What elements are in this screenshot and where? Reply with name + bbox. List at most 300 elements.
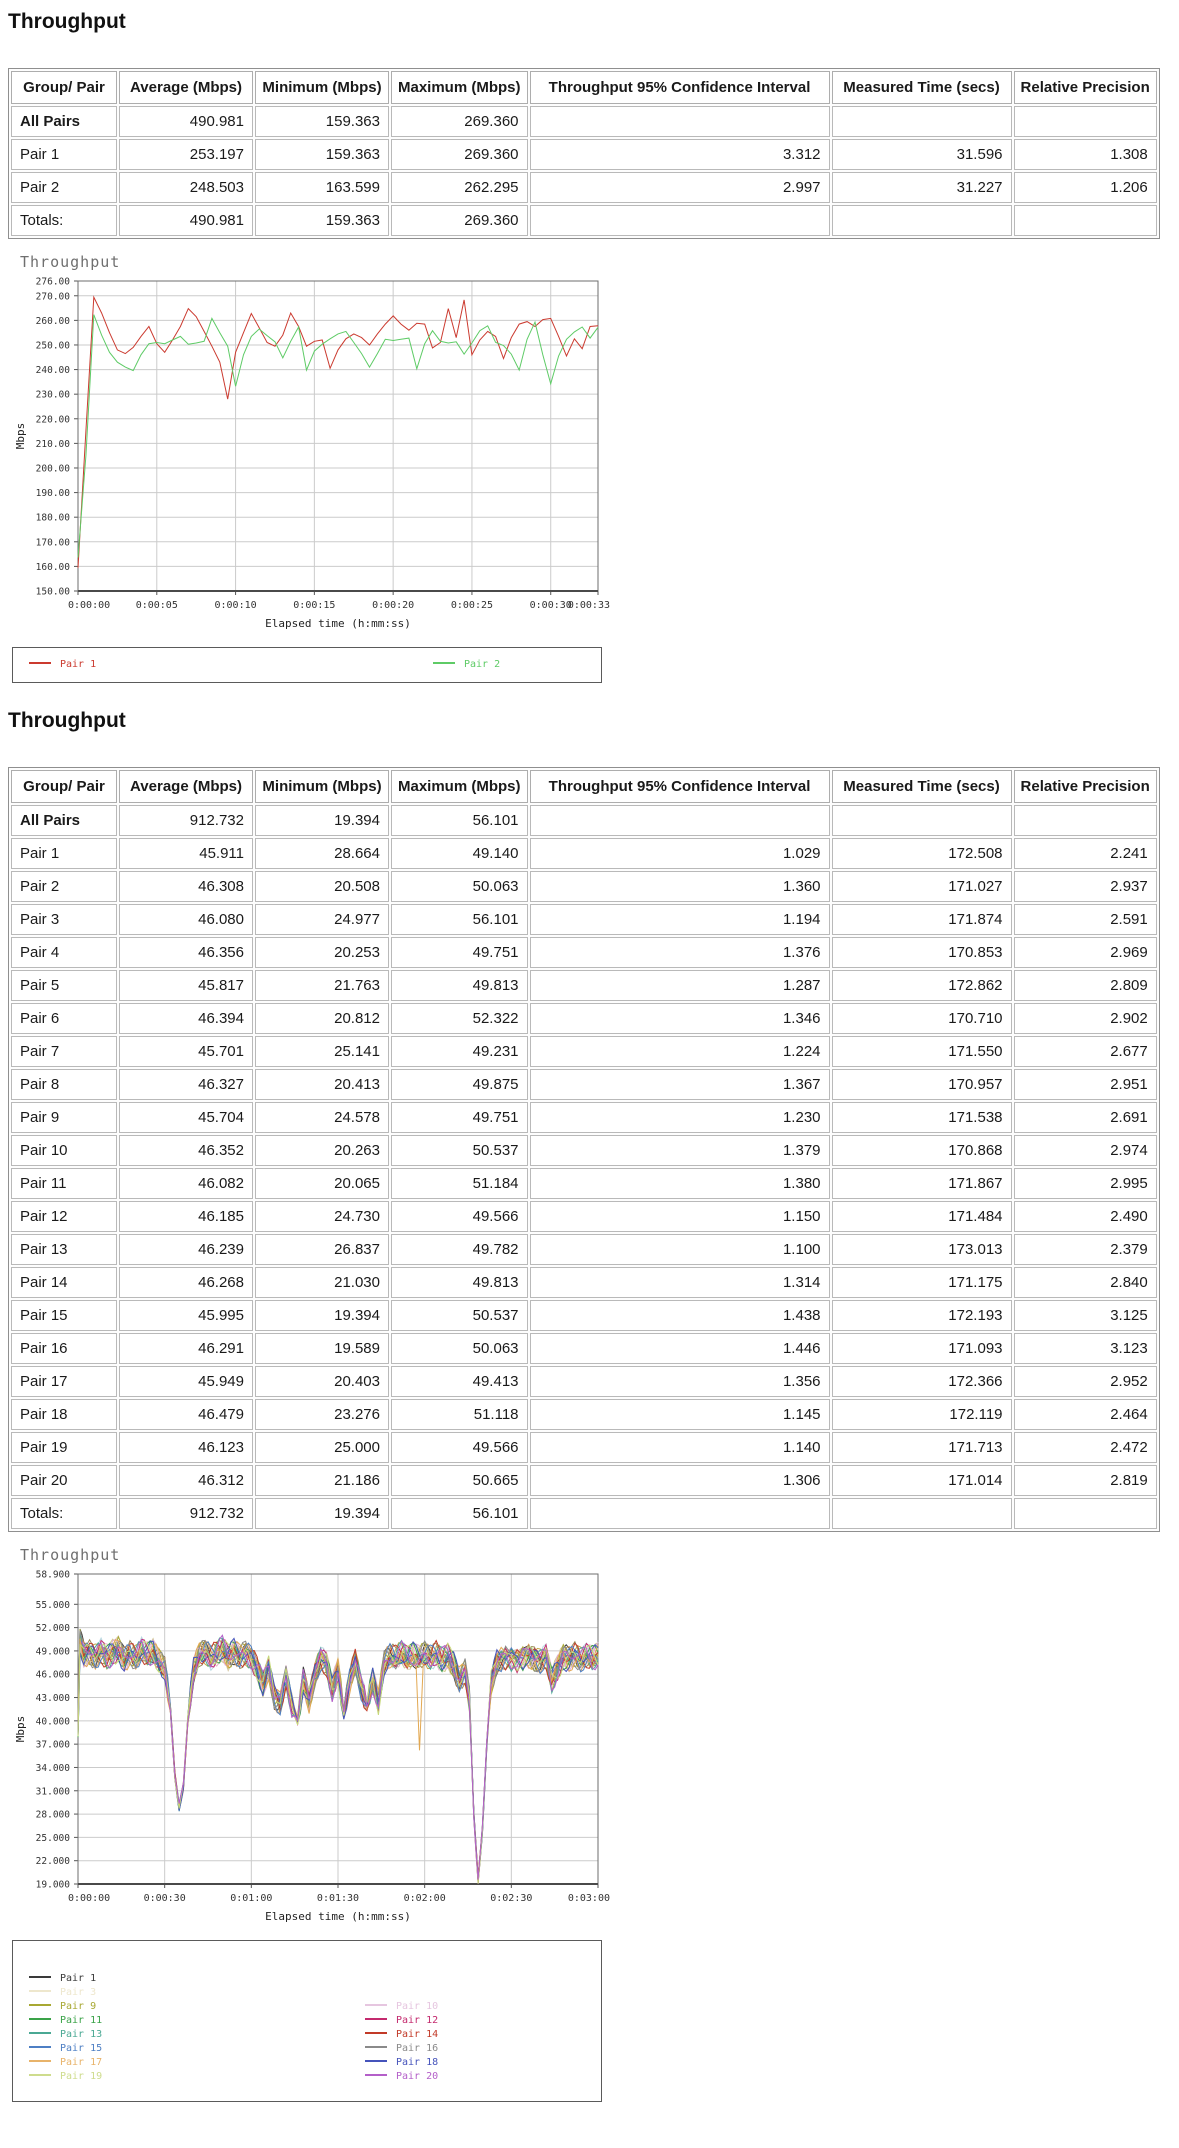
value-cell: 912.732 xyxy=(119,1498,253,1529)
legend-entry-pair-19: Pair 19 xyxy=(29,2071,102,2083)
value-cell: 1.360 xyxy=(530,871,830,902)
column-header: Group/ Pair xyxy=(11,71,117,104)
value-cell: 159.363 xyxy=(255,106,389,137)
svg-text:276.00: 276.00 xyxy=(35,276,70,288)
value-cell: 46.312 xyxy=(119,1465,253,1496)
value-cell: 1.306 xyxy=(530,1465,830,1496)
value-cell: 2.840 xyxy=(1014,1267,1157,1298)
chart-plot-area xyxy=(12,1566,612,1926)
row-label-cell: Pair 2 xyxy=(11,172,117,203)
value-cell: 1.346 xyxy=(530,1003,830,1034)
value-cell: 46.185 xyxy=(119,1201,253,1232)
row-label-cell: Pair 9 xyxy=(11,1102,117,1133)
value-cell: 50.537 xyxy=(391,1135,528,1166)
value-cell: 49.566 xyxy=(391,1432,528,1463)
column-header: Minimum (Mbps) xyxy=(255,71,389,104)
value-cell: 46.356 xyxy=(119,937,253,968)
column-header: Relative Precision xyxy=(1014,770,1157,803)
chart-legend xyxy=(12,1940,602,2102)
svg-text:0:00:25: 0:00:25 xyxy=(450,600,494,611)
value-cell: 49.231 xyxy=(391,1036,528,1067)
row-label-cell: Pair 13 xyxy=(11,1234,117,1265)
legend-entry-pair-1: Pair 1 xyxy=(29,1973,96,1985)
row-label-cell: Pair 2 xyxy=(11,871,117,902)
legend-entry-pair-10: Pair 10 xyxy=(365,2001,438,2013)
row-label-cell: Pair 19 xyxy=(11,1432,117,1463)
value-cell: 2.995 xyxy=(1014,1168,1157,1199)
svg-text:40.000: 40.000 xyxy=(35,1716,70,1728)
svg-text:240.00: 240.00 xyxy=(35,365,70,377)
svg-text:0:00:15: 0:00:15 xyxy=(293,600,336,611)
value-cell: 2.809 xyxy=(1014,970,1157,1001)
table-row xyxy=(11,1399,1157,1430)
svg-text:200.00: 200.00 xyxy=(35,463,70,475)
value-cell: 1.145 xyxy=(530,1399,830,1430)
value-cell: 2.819 xyxy=(1014,1465,1157,1496)
value-cell: 21.763 xyxy=(255,970,389,1001)
legend-entry-pair-16: Pair 16 xyxy=(365,2043,438,2055)
value-cell xyxy=(530,1498,830,1529)
legend-entry-pair-18: Pair 18 xyxy=(365,2057,438,2069)
svg-text:0:00:05: 0:00:05 xyxy=(135,600,178,611)
row-label-cell: Pair 11 xyxy=(11,1168,117,1199)
value-cell: 3.123 xyxy=(1014,1333,1157,1364)
value-cell: 45.995 xyxy=(119,1300,253,1331)
value-cell: 171.484 xyxy=(832,1201,1012,1232)
value-cell: 20.403 xyxy=(255,1366,389,1397)
value-cell: 172.862 xyxy=(832,970,1012,1001)
value-cell xyxy=(832,106,1012,137)
table-row xyxy=(11,1465,1157,1496)
svg-text:28.000: 28.000 xyxy=(35,1809,70,1821)
value-cell: 163.599 xyxy=(255,172,389,203)
value-cell: 45.817 xyxy=(119,970,253,1001)
value-cell: 172.366 xyxy=(832,1366,1012,1397)
chart-legend xyxy=(12,647,602,683)
value-cell: 171.867 xyxy=(832,1168,1012,1199)
value-cell: 19.394 xyxy=(255,805,389,836)
row-label-cell: Pair 7 xyxy=(11,1036,117,1067)
row-label-cell: Pair 1 xyxy=(11,838,117,869)
value-cell: 2.969 xyxy=(1014,937,1157,968)
value-cell: 490.981 xyxy=(119,205,253,236)
value-cell: 56.101 xyxy=(391,805,528,836)
value-cell: 2.472 xyxy=(1014,1432,1157,1463)
svg-text:260.00: 260.00 xyxy=(35,315,70,327)
value-cell: 1.224 xyxy=(530,1036,830,1067)
value-cell: 171.874 xyxy=(832,904,1012,935)
table-row xyxy=(11,904,1157,935)
value-cell: 2.951 xyxy=(1014,1069,1157,1100)
chart-title: Throughput xyxy=(20,253,121,271)
column-header: Relative Precision xyxy=(1014,71,1157,104)
row-label-cell: Pair 3 xyxy=(11,904,117,935)
row-label-cell: All Pairs xyxy=(11,805,117,836)
legend-entry-pair-15: Pair 15 xyxy=(29,2043,102,2055)
column-header: Average (Mbps) xyxy=(119,770,253,803)
value-cell xyxy=(1014,1498,1157,1529)
legend-entry-pair-1: Pair 1 xyxy=(29,659,96,671)
value-cell: 3.125 xyxy=(1014,1300,1157,1331)
value-cell: 49.782 xyxy=(391,1234,528,1265)
row-label-cell: Pair 5 xyxy=(11,970,117,1001)
value-cell: 46.479 xyxy=(119,1399,253,1430)
value-cell: 159.363 xyxy=(255,139,389,170)
value-cell: 1.287 xyxy=(530,970,830,1001)
value-cell xyxy=(530,106,830,137)
value-cell: 1.376 xyxy=(530,937,830,968)
throughput-summary-table-1 xyxy=(8,68,1160,239)
value-cell: 1.438 xyxy=(530,1300,830,1331)
value-cell: 24.730 xyxy=(255,1201,389,1232)
value-cell: 19.589 xyxy=(255,1333,389,1364)
svg-text:0:00:20: 0:00:20 xyxy=(372,600,415,611)
legend-line-sample xyxy=(29,2018,51,2020)
value-cell: 46.239 xyxy=(119,1234,253,1265)
table-row xyxy=(11,1168,1157,1199)
value-cell: 31.596 xyxy=(832,139,1012,170)
legend-entry-pair-17: Pair 17 xyxy=(29,2057,102,2069)
value-cell: 52.322 xyxy=(391,1003,528,1034)
table-row xyxy=(11,1333,1157,1364)
svg-text:0:00:10: 0:00:10 xyxy=(214,600,257,611)
value-cell: 24.578 xyxy=(255,1102,389,1133)
value-cell xyxy=(832,205,1012,236)
row-label-cell: Pair 20 xyxy=(11,1465,117,1496)
table-row xyxy=(11,1267,1157,1298)
value-cell: 3.312 xyxy=(530,139,830,170)
value-cell: 49.875 xyxy=(391,1069,528,1100)
legend-entry-pair-2: Pair 2 xyxy=(433,659,500,671)
row-label-cell: Totals: xyxy=(11,1498,117,1529)
legend-entry-pair-20: Pair 20 xyxy=(365,2071,438,2083)
legend-line-sample xyxy=(29,2074,51,2076)
value-cell: 20.263 xyxy=(255,1135,389,1166)
legend-line-sample xyxy=(365,2046,387,2048)
value-cell: 170.853 xyxy=(832,937,1012,968)
table-row xyxy=(11,1432,1157,1463)
table-row xyxy=(11,1498,1157,1529)
legend-line-sample xyxy=(365,2004,387,2006)
table-row xyxy=(11,1003,1157,1034)
value-cell: 2.241 xyxy=(1014,838,1157,869)
svg-text:0:00:33: 0:00:33 xyxy=(567,600,610,611)
value-cell: 26.837 xyxy=(255,1234,389,1265)
value-cell: 19.394 xyxy=(255,1498,389,1529)
svg-text:0:02:30: 0:02:30 xyxy=(490,1893,533,1904)
value-cell: 20.065 xyxy=(255,1168,389,1199)
svg-text:22.000: 22.000 xyxy=(35,1856,70,1868)
value-cell: 2.952 xyxy=(1014,1366,1157,1397)
legend-entry-pair-14: Pair 14 xyxy=(365,2029,438,2041)
table-row xyxy=(11,1102,1157,1133)
chart-title: Throughput xyxy=(20,1546,121,1564)
svg-text:250.00: 250.00 xyxy=(35,340,70,352)
throughput-summary-table-2 xyxy=(8,767,1160,1532)
value-cell: 170.710 xyxy=(832,1003,1012,1034)
svg-text:Mbps: Mbps xyxy=(14,422,27,450)
row-label-cell: All Pairs xyxy=(11,106,117,137)
value-cell: 172.193 xyxy=(832,1300,1012,1331)
value-cell xyxy=(1014,805,1157,836)
legend-line-sample xyxy=(365,2032,387,2034)
value-cell: 248.503 xyxy=(119,172,253,203)
svg-text:0:03:00: 0:03:00 xyxy=(567,1893,610,1904)
table-row xyxy=(11,139,1157,170)
value-cell: 2.677 xyxy=(1014,1036,1157,1067)
value-cell: 1.308 xyxy=(1014,139,1157,170)
value-cell: 56.101 xyxy=(391,1498,528,1529)
legend-line-sample xyxy=(29,2004,51,2006)
value-cell: 1.029 xyxy=(530,838,830,869)
value-cell: 2.974 xyxy=(1014,1135,1157,1166)
value-cell: 25.000 xyxy=(255,1432,389,1463)
value-cell: 1.100 xyxy=(530,1234,830,1265)
value-cell: 50.063 xyxy=(391,1333,528,1364)
svg-text:0:00:00: 0:00:00 xyxy=(68,600,111,611)
legend-entry-pair-3: Pair 3 xyxy=(29,1987,96,1999)
column-header: Maximum (Mbps) xyxy=(391,71,528,104)
table-row xyxy=(11,871,1157,902)
table-row xyxy=(11,805,1157,836)
legend-line-sample xyxy=(365,2018,387,2020)
row-label-cell: Pair 1 xyxy=(11,139,117,170)
value-cell: 171.014 xyxy=(832,1465,1012,1496)
value-cell: 912.732 xyxy=(119,805,253,836)
value-cell: 25.141 xyxy=(255,1036,389,1067)
value-cell: 171.175 xyxy=(832,1267,1012,1298)
value-cell: 1.140 xyxy=(530,1432,830,1463)
value-cell: 1.379 xyxy=(530,1135,830,1166)
value-cell xyxy=(1014,106,1157,137)
svg-text:Mbps: Mbps xyxy=(14,1715,27,1743)
legend-line-sample xyxy=(29,2032,51,2034)
series-line-pair-1 xyxy=(78,297,598,568)
column-header: Group/ Pair xyxy=(11,770,117,803)
value-cell: 20.253 xyxy=(255,937,389,968)
value-cell: 1.150 xyxy=(530,1201,830,1232)
column-header: Average (Mbps) xyxy=(119,71,253,104)
svg-text:190.00: 190.00 xyxy=(35,488,70,500)
section1-heading: Throughput xyxy=(8,10,126,33)
value-cell: 171.027 xyxy=(832,871,1012,902)
legend-line-sample xyxy=(365,2074,387,2076)
svg-text:49.000: 49.000 xyxy=(35,1646,70,1658)
value-cell: 46.327 xyxy=(119,1069,253,1100)
value-cell: 50.537 xyxy=(391,1300,528,1331)
value-cell: 21.030 xyxy=(255,1267,389,1298)
value-cell: 171.550 xyxy=(832,1036,1012,1067)
table-row xyxy=(11,1069,1157,1100)
value-cell: 21.186 xyxy=(255,1465,389,1496)
legend-line-sample xyxy=(433,662,455,664)
value-cell: 49.566 xyxy=(391,1201,528,1232)
svg-text:180.00: 180.00 xyxy=(35,512,70,524)
table-row xyxy=(11,172,1157,203)
value-cell: 28.664 xyxy=(255,838,389,869)
legend-entry-pair-12: Pair 12 xyxy=(365,2015,438,2027)
column-header: Measured Time (secs) xyxy=(832,71,1012,104)
svg-text:52.000: 52.000 xyxy=(35,1623,70,1635)
throughput-chart-1 xyxy=(12,253,618,683)
value-cell: 50.063 xyxy=(391,871,528,902)
legend-entry-pair-13: Pair 13 xyxy=(29,2029,102,2041)
table-row xyxy=(11,838,1157,869)
legend-line-sample xyxy=(365,2060,387,2062)
value-cell: 2.902 xyxy=(1014,1003,1157,1034)
table-row xyxy=(11,1234,1157,1265)
svg-text:220.00: 220.00 xyxy=(35,414,70,426)
svg-text:58.900: 58.900 xyxy=(35,1569,70,1581)
value-cell: 45.911 xyxy=(119,838,253,869)
value-cell: 49.751 xyxy=(391,1102,528,1133)
svg-text:34.000: 34.000 xyxy=(35,1762,70,1774)
svg-text:0:02:00: 0:02:00 xyxy=(403,1893,446,1904)
table-header-row xyxy=(11,71,1157,104)
value-cell: 269.360 xyxy=(391,139,528,170)
value-cell: 269.360 xyxy=(391,205,528,236)
value-cell: 24.977 xyxy=(255,904,389,935)
svg-text:Elapsed time (h:mm:ss): Elapsed time (h:mm:ss) xyxy=(265,1910,411,1923)
value-cell: 46.308 xyxy=(119,871,253,902)
row-label-cell: Pair 10 xyxy=(11,1135,117,1166)
svg-text:25.000: 25.000 xyxy=(35,1832,70,1844)
legend-line-sample xyxy=(29,662,51,664)
value-cell: 172.508 xyxy=(832,838,1012,869)
column-header: Throughput 95% Confidence Interval xyxy=(530,770,830,803)
value-cell: 23.276 xyxy=(255,1399,389,1430)
value-cell xyxy=(832,805,1012,836)
value-cell: 171.093 xyxy=(832,1333,1012,1364)
value-cell: 2.591 xyxy=(1014,904,1157,935)
value-cell: 171.538 xyxy=(832,1102,1012,1133)
svg-text:37.000: 37.000 xyxy=(35,1739,70,1751)
value-cell: 46.123 xyxy=(119,1432,253,1463)
column-header: Measured Time (secs) xyxy=(832,770,1012,803)
value-cell: 2.464 xyxy=(1014,1399,1157,1430)
value-cell: 262.295 xyxy=(391,172,528,203)
svg-text:270.00: 270.00 xyxy=(35,291,70,303)
table-row xyxy=(11,1201,1157,1232)
value-cell: 1.446 xyxy=(530,1333,830,1364)
value-cell: 490.981 xyxy=(119,106,253,137)
legend-entry-pair-9: Pair 9 xyxy=(29,2001,96,2013)
svg-text:170.00: 170.00 xyxy=(35,537,70,549)
value-cell: 2.490 xyxy=(1014,1201,1157,1232)
svg-text:230.00: 230.00 xyxy=(35,389,70,401)
value-cell: 45.704 xyxy=(119,1102,253,1133)
value-cell: 51.184 xyxy=(391,1168,528,1199)
value-cell: 46.394 xyxy=(119,1003,253,1034)
svg-text:0:00:00: 0:00:00 xyxy=(68,1893,111,1904)
svg-text:43.000: 43.000 xyxy=(35,1693,70,1705)
legend-line-sample xyxy=(29,2060,51,2062)
table-row xyxy=(11,106,1157,137)
value-cell: 20.812 xyxy=(255,1003,389,1034)
row-label-cell: Pair 8 xyxy=(11,1069,117,1100)
value-cell xyxy=(530,205,830,236)
value-cell: 173.013 xyxy=(832,1234,1012,1265)
table-row xyxy=(11,970,1157,1001)
value-cell: 31.227 xyxy=(832,172,1012,203)
value-cell: 1.194 xyxy=(530,904,830,935)
svg-text:160.00: 160.00 xyxy=(35,561,70,573)
svg-text:55.000: 55.000 xyxy=(35,1599,70,1611)
value-cell: 20.413 xyxy=(255,1069,389,1100)
value-cell: 253.197 xyxy=(119,139,253,170)
table-header-row xyxy=(11,770,1157,803)
value-cell: 49.140 xyxy=(391,838,528,869)
value-cell: 46.352 xyxy=(119,1135,253,1166)
svg-text:19.000: 19.000 xyxy=(35,1879,70,1891)
row-label-cell: Pair 14 xyxy=(11,1267,117,1298)
legend-line-sample xyxy=(29,1990,51,1992)
svg-text:31.000: 31.000 xyxy=(35,1786,70,1798)
svg-text:0:01:00: 0:01:00 xyxy=(230,1893,273,1904)
value-cell: 2.937 xyxy=(1014,871,1157,902)
value-cell: 170.868 xyxy=(832,1135,1012,1166)
chart-plot-area xyxy=(12,273,612,633)
value-cell: 1.380 xyxy=(530,1168,830,1199)
svg-text:0:00:30: 0:00:30 xyxy=(143,1893,186,1904)
column-header: Throughput 95% Confidence Interval xyxy=(530,71,830,104)
svg-text:0:00:30: 0:00:30 xyxy=(529,600,572,611)
value-cell: 46.082 xyxy=(119,1168,253,1199)
row-label-cell: Pair 6 xyxy=(11,1003,117,1034)
section2-heading: Throughput xyxy=(8,709,126,732)
table-row xyxy=(11,1135,1157,1166)
value-cell: 159.363 xyxy=(255,205,389,236)
value-cell xyxy=(832,1498,1012,1529)
value-cell: 45.701 xyxy=(119,1036,253,1067)
value-cell: 49.813 xyxy=(391,1267,528,1298)
value-cell: 49.413 xyxy=(391,1366,528,1397)
value-cell: 1.230 xyxy=(530,1102,830,1133)
value-cell: 1.367 xyxy=(530,1069,830,1100)
legend-line-sample xyxy=(29,2046,51,2048)
value-cell: 1.206 xyxy=(1014,172,1157,203)
svg-text:0:01:30: 0:01:30 xyxy=(316,1893,360,1904)
table-row xyxy=(11,1366,1157,1397)
table-row xyxy=(11,937,1157,968)
value-cell: 51.118 xyxy=(391,1399,528,1430)
row-label-cell: Pair 17 xyxy=(11,1366,117,1397)
throughput-chart-2 xyxy=(12,1546,618,2102)
svg-text:Elapsed time (h:mm:ss): Elapsed time (h:mm:ss) xyxy=(265,617,411,630)
table-row xyxy=(11,1036,1157,1067)
column-header: Maximum (Mbps) xyxy=(391,770,528,803)
row-label-cell: Pair 16 xyxy=(11,1333,117,1364)
legend-line-sample xyxy=(29,1976,51,1978)
row-label-cell: Pair 18 xyxy=(11,1399,117,1430)
value-cell: 49.813 xyxy=(391,970,528,1001)
column-header: Minimum (Mbps) xyxy=(255,770,389,803)
svg-text:150.00: 150.00 xyxy=(35,586,70,598)
value-cell: 172.119 xyxy=(832,1399,1012,1430)
svg-text:46.000: 46.000 xyxy=(35,1669,70,1681)
value-cell: 46.268 xyxy=(119,1267,253,1298)
value-cell: 19.394 xyxy=(255,1300,389,1331)
value-cell xyxy=(530,805,830,836)
value-cell: 46.080 xyxy=(119,904,253,935)
svg-text:210.00: 210.00 xyxy=(35,438,70,450)
table-row xyxy=(11,205,1157,236)
value-cell: 269.360 xyxy=(391,106,528,137)
value-cell: 2.379 xyxy=(1014,1234,1157,1265)
legend-entry-pair-11: Pair 11 xyxy=(29,2015,102,2027)
row-label-cell: Pair 4 xyxy=(11,937,117,968)
value-cell: 46.291 xyxy=(119,1333,253,1364)
